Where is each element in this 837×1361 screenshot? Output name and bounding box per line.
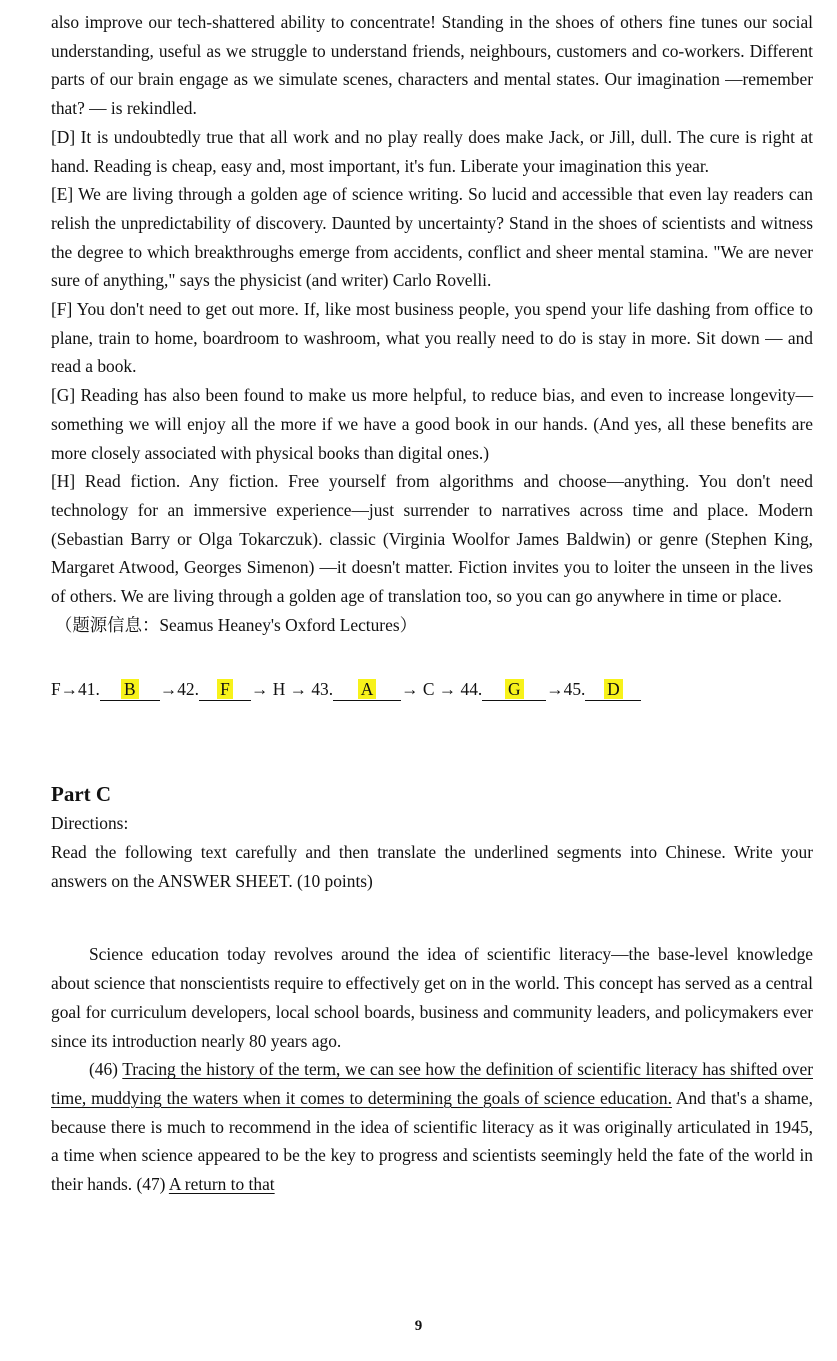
document-page (51, 8, 813, 1199)
paragraph-h: [H] Read fiction. Any fiction. Free yourself from algorithms and choose—anything. You don't need technology for an immersive experience—just surrender to narratives across time and place. Modern (Sebastian Barry or Olga Tokarczuk). classic (Virginia Woolfor James Baldwin) or genre (Stephen King, Margaret Atwood, Georges Simenon) —it doesn't matter. Fiction invites you to loiter the unseen in the lives of others. We are living through a golden age of translation too, so you can go anywhere in time or place. (51, 471, 813, 607)
directions-label: Directions: (51, 813, 129, 834)
paragraph-e: [E] We are living through a golden age of science writing. So lucid and accessible that even lay readers can relish the unpredictability of discovery. Daunted by uncertainty? Stand in the shoes of scientists and witness the degree to which breakthroughs emerge from accidents, conflict and sheer mental stamina. "We are never sure of anything," says the physicist (and writer) Carlo Rovelli. (51, 184, 813, 291)
directions-text: Read the following text carefully and then translate the underlined segments into Chinese. Write your answers on the ANSWER SHEET. (10 points) (51, 842, 813, 892)
paragraph-continuation: also improve our tech-shattered ability to concentrate! Standing in the shoes of others fine tunes our social understanding, useful as we struggle to understand friends, neighbours, customers and co-workers. Different parts of our brain engage as we simulate scenes, characters and mental states. Our imagination —remember that? — is rekindled. (51, 12, 813, 119)
question-46-number: (46) (89, 1059, 123, 1080)
answer-label-43: → H → 43. (250, 679, 334, 700)
answer-41: B (121, 679, 139, 699)
part-c-title: Part C (51, 782, 112, 807)
answer-blank-42 (199, 678, 251, 701)
question-47-underlined: A return to that (168, 1174, 275, 1195)
answer-label-44: → C → 44. (401, 679, 483, 700)
passage-paragraph-2-text: And that's a shame, because there is much to recommend in the idea of scientific literacy as it was originally articulated in 1945, a time when science appeared to be the key to progress and scientists seemingly held the fate of the world in their hands. (47) (51, 1087, 813, 1195)
paragraph-d: [D] It is undoubtedly true that all work and no play really does make Jack, or Jill, dull. The cure is right at hand. Reading is cheap, easy and, most important, it's fun. Liberate your imagination this year. (51, 126, 813, 176)
answer-blank-44 (482, 678, 546, 701)
answer-44: G (505, 679, 524, 699)
answer-label-45: →45. (546, 679, 586, 700)
paragraph-f: [F] You don't need to get out more. If, like most business people, you spend your life dashing from office to plane, train to home, boardroom to washroom, what you really need to do is stay in more. Sit down — and read a book. (51, 299, 813, 377)
paragraph-g: [G] Reading has also been found to make us more helpful, to reduce bias, and even to increase longevity—something we will enjoy all the more if we have a good book in our hands. (And yes, all these benefits are more closely associated with physical books than digital ones.) (51, 385, 813, 463)
passage (51, 940, 813, 1198)
source-info: （题源信息：Seamus Heaney's Oxford Lectures） (55, 614, 417, 635)
passage-paragraph-2 (51, 1055, 813, 1199)
passage-paragraph-1: Science education today revolves around the idea of scientific literacy—the base-level knowledge about science that nonscientists require to effectively get on in the world. This concept has served as a central goal for curriculum developers, local school boards, business and community leaders, and policymakers ever since its introduction nearly 80 years ago. (51, 944, 813, 1051)
page-number: 9 (414, 1318, 423, 1334)
answer-blank-41 (100, 678, 160, 701)
answer-blank-45 (585, 678, 641, 701)
answer-43: A (358, 679, 377, 699)
answer-blank-43 (333, 678, 401, 701)
question-46-underlined: Tracing the history of the term, we can see how the definition of scientific literacy has shifted over time, muddying the waters when it comes to determining the goals of science education. (51, 1059, 813, 1108)
answer-45: D (604, 679, 623, 699)
answer-sequence (51, 677, 813, 701)
answer-label-42: →42. (159, 679, 199, 700)
answer-prefix: F→41. (51, 679, 100, 700)
answer-42: F (217, 679, 233, 699)
